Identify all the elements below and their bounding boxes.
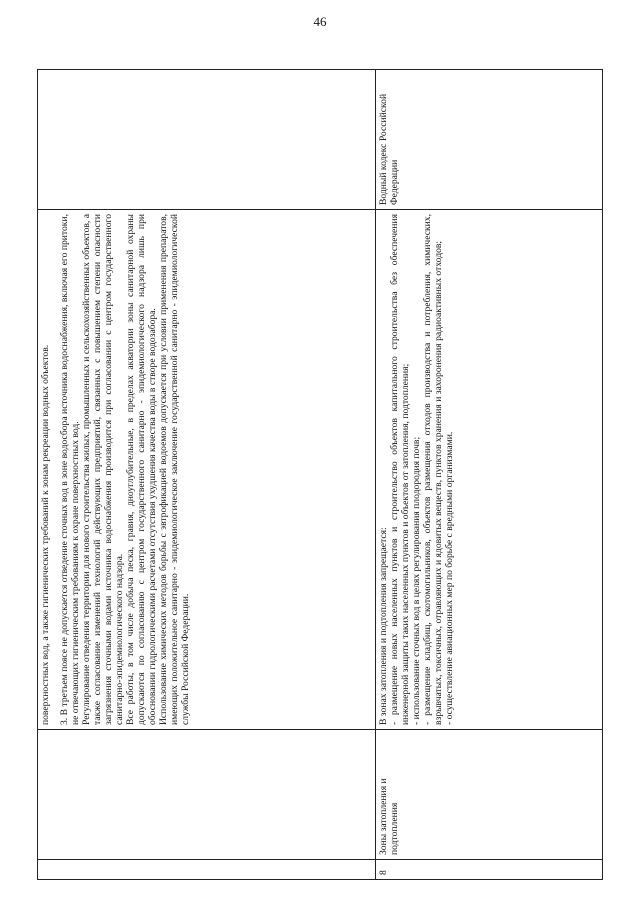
requirement-paragraph: Использование химических методов борьбы с эвтрофикацией водоемов допускается при условии применения препаратов, имеющих положительное санитарно - эпидемиологическое заключение государственной санитарно - эпидемиологической службы Российской Федерации. <box>158 214 191 725</box>
requirement-paragraph: - использование сточных вод в целях регулирования плодородия почв; <box>411 436 422 725</box>
regulations-table <box>37 69 603 880</box>
requirement-paragraph: - размещение кладбищ, скотомогильников, объектов размещения отходов производства и потребления, химических, взрывчатых, токсичных, отравляющих и ядовитых веществ, пунктов хранения и захоронения радиоактивных отходов; <box>422 214 444 725</box>
requirement-paragraph: поверхностных вод, а также гигиенических требований к зонам рекреации водных объектов. <box>40 344 51 725</box>
requirement-paragraph: Все работы, в том числе добыча песка, гравия, дноуглубительные, в пределах акватории зоны санитарной охраны допускаются по согласованию с центром государственного санитарно - эпидемиологического надзора лишь при обосновании гидрологическими расчетами отсутствия ухудшения качества воды в створе водозабора. <box>125 214 158 725</box>
zone-name-cell: Зоны затопления и подтопления <box>376 730 603 860</box>
requirement-paragraph: - размещение новых населенных пунктов и строительство объектов капитального строительства без обеспечения инженерной защиты таких населенных пунктов и объектов от затопления, подтопления; <box>389 214 411 725</box>
row-number-cell <box>38 860 376 880</box>
row-number-cell: 8 <box>376 860 603 880</box>
rotated-table-container <box>37 70 602 880</box>
requirements-cell <box>376 210 603 730</box>
source-cell <box>38 70 376 210</box>
source-cell: Водный кодекс Российской Федерации <box>376 70 603 210</box>
table-row <box>376 70 603 880</box>
requirement-paragraph: В зонах затопления и подтопления запрещается: <box>378 527 389 725</box>
page-number: 46 <box>313 14 327 29</box>
requirement-paragraph: - осуществление авиационных мер по борьбе с вредными организмами. <box>444 431 455 725</box>
requirement-paragraph: 3. В третьем поясе не допускается отведение сточных вод в зоне водосбора источника водоснабжения, включая его притоки, не отвечающих гигиеническим требованиям к охране поверхностных вод. <box>59 214 81 725</box>
requirement-paragraph: Регулирование отведения территории для нового строительства жилых, промышленных и сельскохозяйственных объектов, а также согласование изменений технологий действующих предприятий, связанных с повышением степени опасности загрязнения сточными водами источника водоснабжения производится при согласовании с центром государственного санитарно-эпидемиологического надзора. <box>81 214 125 725</box>
requirements-cell <box>38 210 376 730</box>
table-row <box>38 70 376 880</box>
zone-name-cell <box>38 730 376 860</box>
